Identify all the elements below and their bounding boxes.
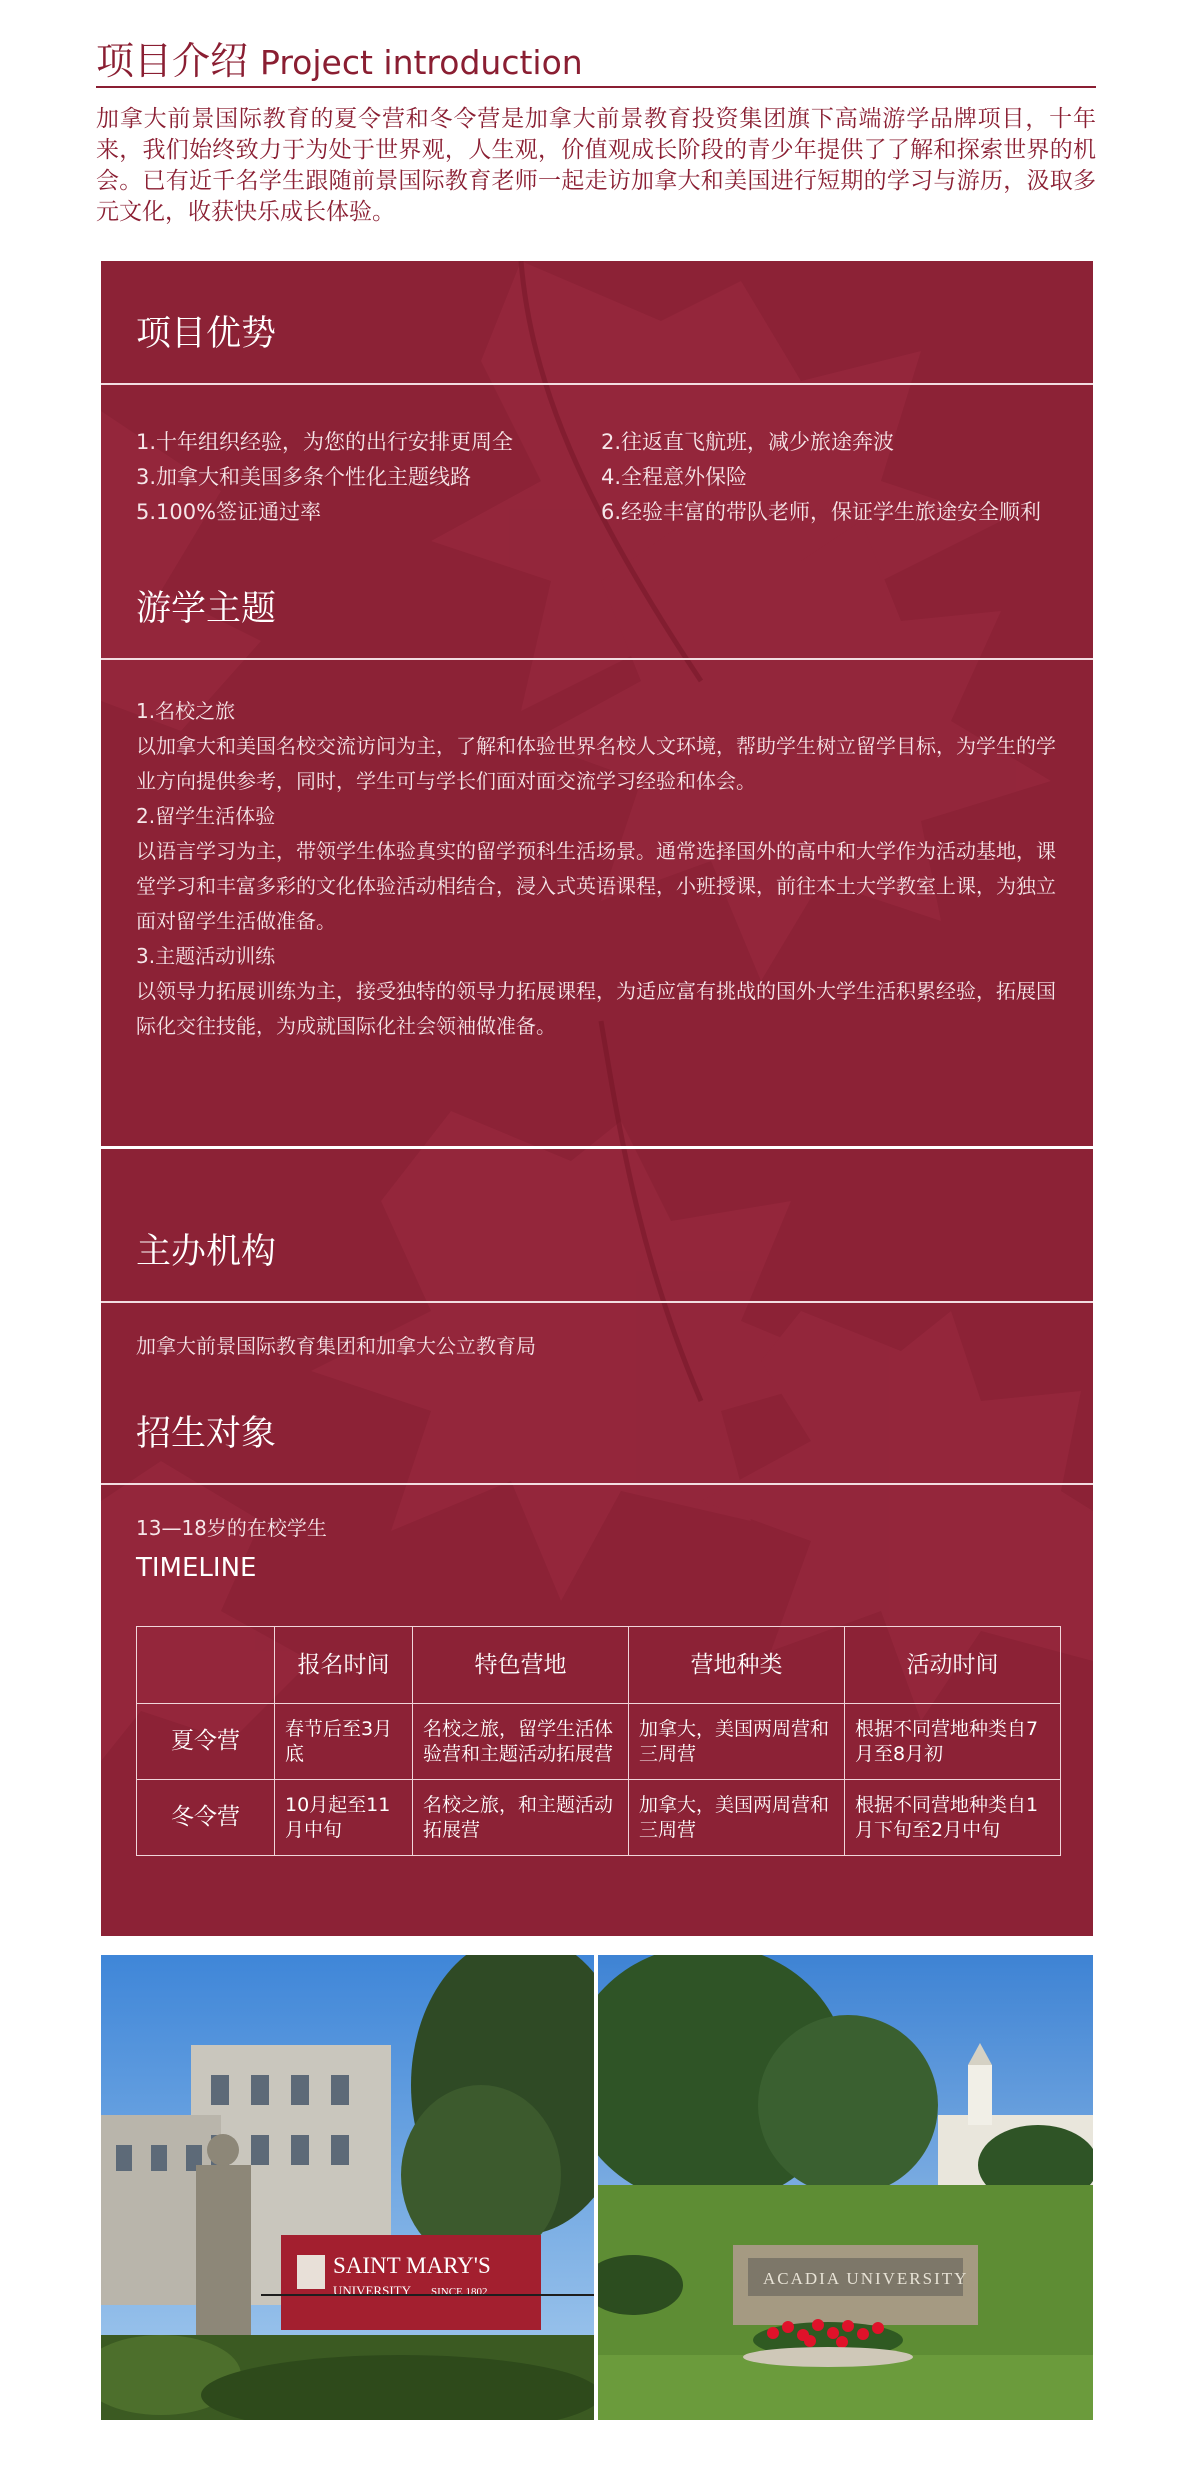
table-cell: 10月起至11月中旬 [275,1780,413,1856]
table-cell: 春节后至3月底 [275,1704,413,1780]
table-cell: 加拿大，美国两周营和三周营 [629,1780,845,1856]
table-cell: 根据不同营地种类自7月至8月初 [845,1704,1061,1780]
theme-text: 以语言学习为主，带领学生体验真实的留学预科生活场景。通常选择国外的高中和大学作为活动基地，课堂学习和丰富多彩的文化体验活动相结合，浸入式英语课程，小班授课，前往本土大学教室上课，为独立面对留学生活做准备。 [136,839,1056,933]
advantage-item: 3.加拿大和美国多条个性化主题线路 [136,465,472,489]
target-heading: 招生对象 [136,1414,277,1454]
column-header: 特色营地 [413,1627,629,1704]
section-divider [101,1146,1093,1149]
table-cell: 名校之旅，留学生活体验营和主题活动拓展营 [413,1704,629,1780]
theme-text: 以加拿大和美国名校交流访问为主，了解和体验世界名校人文环境，帮助学生树立留学目标，为学生的学业方向提供参考，同时，学生可与学长们面对面交流学习经验和体会。 [136,734,1056,793]
section-divider [101,1301,1093,1303]
section-divider [101,658,1093,660]
page-title-zh: 项目介绍 [96,39,249,83]
theme-title: 2.留学生活体验 [136,804,276,828]
saint-marys-sign: SAINT MARY'S [333,2253,491,2278]
themes-heading: 游学主题 [136,589,277,629]
page-header [96,30,1096,90]
section-divider [101,383,1093,385]
theme-text: 以领导力拓展训练为主，接受独特的领导力拓展课程，为适应富有挑战的国外大学生活积累经验，拓展国际化交往技能，为成就国际化社会领袖做准备。 [136,979,1056,1038]
table-row [137,1704,1061,1780]
row-header: 冬令营 [137,1780,275,1856]
column-header: 活动时间 [845,1627,1061,1704]
advantages-heading: 项目优势 [136,314,277,354]
table-cell: 加拿大，美国两周营和三周营 [629,1704,845,1780]
themes-body [136,694,1066,1044]
intro-paragraph: 加拿大前景国际教育的夏令营和冬令营是加拿大前景教育投资集团旗下高端游学品牌项目，十年来，我们始终致力于为处于世界观，人生观，价值观成长阶段的青少年提供了了解和探索世界的机会。已有近千名学生跟随前景国际教育老师一起走访加拿大和美国进行短期的学习与游历，汲取多元文化，收获快乐成长体验。 [96,106,1096,225]
campus-photos [101,1955,1093,2420]
table-cell: 名校之旅，和主题活动拓展营 [413,1780,629,1856]
advantage-item: 4.全程意外保险 [601,465,748,489]
column-header [137,1627,275,1704]
acadia-sign: ACADIA UNIVERSITY [763,2269,969,2288]
table-row [137,1780,1061,1856]
saint-marys-photo [101,1955,594,2420]
organizer-heading: 主办机构 [136,1232,277,1272]
advantage-item: 6.经验丰富的带队老师，保证学生旅途安全顺利 [601,500,1042,524]
organizer-text: 加拿大前景国际教育集团和加拿大公立教育局 [136,1334,536,1358]
page-title [96,30,1096,90]
row-header: 夏令营 [137,1704,275,1780]
saint-marys-sign-sub: UNIVERSITY [333,2283,411,2298]
table-header-row [137,1627,1061,1704]
advantage-item: 1.十年组织经验，为您的出行安排更周全 [136,430,514,454]
table-cell: 根据不同营地种类自1月下旬至2月中旬 [845,1780,1061,1856]
title-underline [96,86,1096,88]
theme-title: 3.主题活动训练 [136,944,276,968]
section-divider [101,1483,1093,1485]
theme-title: 1.名校之旅 [136,699,236,723]
saint-marys-sign-since: SINCE 1802 [431,2286,488,2298]
advantage-item: 2.往返直飞航班，减少旅途奔波 [601,430,895,454]
info-panel [101,261,1093,1936]
page-title-en: Project introduction [260,43,583,82]
timeline-table [136,1626,1061,1856]
column-header: 营地种类 [629,1627,845,1704]
advantage-item: 5.100%签证通过率 [136,500,322,524]
acadia-photo [598,1955,1093,2420]
timeline-label: TIMELINE [136,1553,257,1583]
column-header: 报名时间 [275,1627,413,1704]
target-text: 13—18岁的在校学生 [136,1516,327,1540]
